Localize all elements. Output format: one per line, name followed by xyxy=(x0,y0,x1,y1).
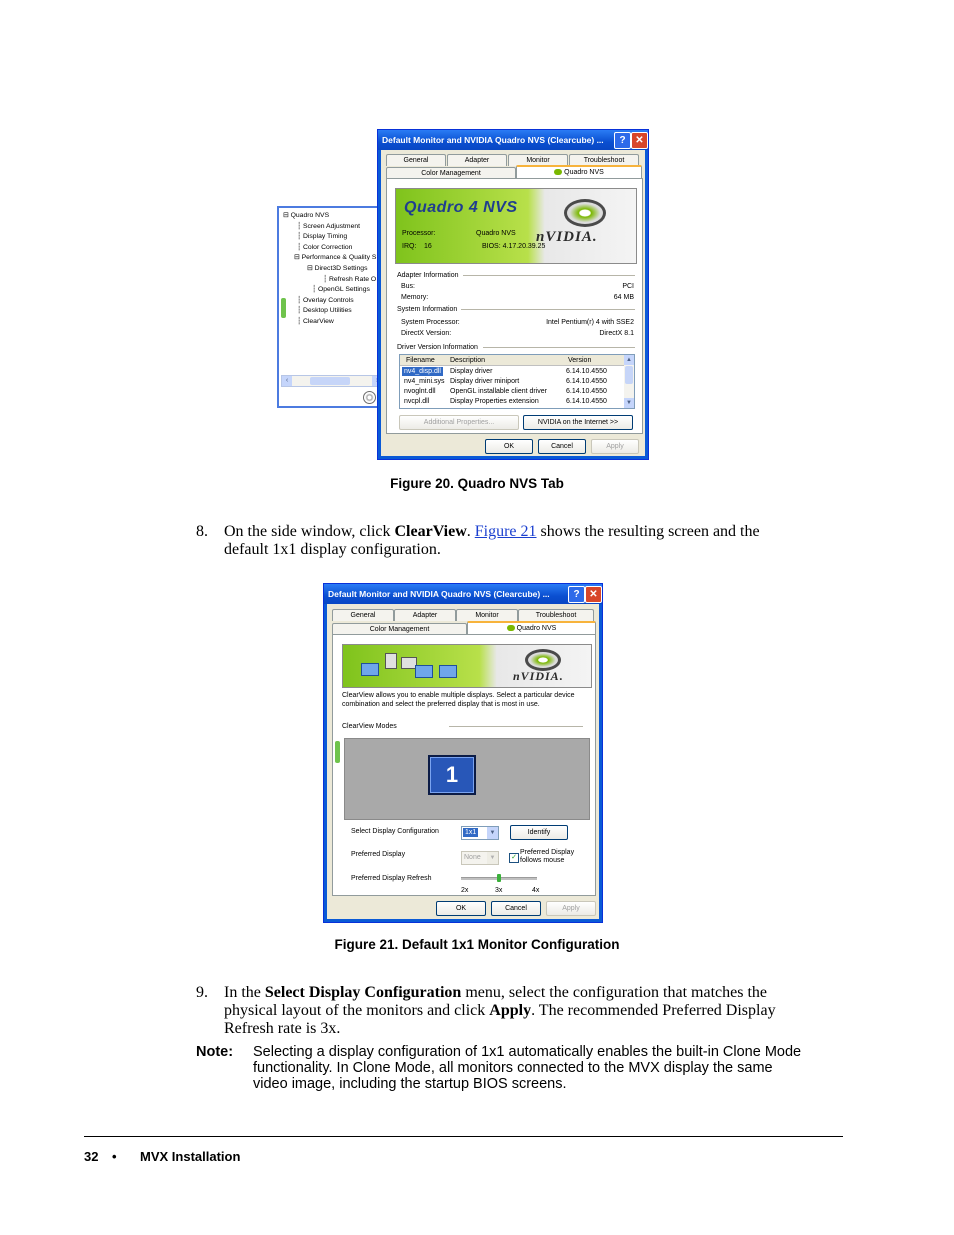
nvidia-eye-icon xyxy=(363,391,376,404)
system-processor-value: Intel Pentium(r) 4 with SSE2 xyxy=(546,319,634,326)
irq-label: IRQ: xyxy=(402,243,417,250)
nvidia-internet-button[interactable]: NVIDIA on the Internet >> xyxy=(523,415,633,430)
step-8-number: 8. xyxy=(196,523,208,540)
quadro-logo: Quadro 4 NVS xyxy=(404,199,518,216)
page-number: 32 xyxy=(84,1149,99,1164)
bios-version: BIOS: 4.17.20.39.25 xyxy=(482,243,546,250)
nvidia-wordmark: nVIDIA. xyxy=(536,229,598,245)
cell-version: 6.14.10.4550 xyxy=(566,398,607,405)
monitor-1-tile[interactable] xyxy=(428,755,476,795)
identify-button[interactable]: Identify xyxy=(510,825,568,840)
tab-troubleshoot[interactable]: Troubleshoot xyxy=(569,154,639,166)
note-line-2: functionality. In Clone Mode, all monitors connected to the MVX display the same xyxy=(253,1060,773,1076)
side-window-handle[interactable] xyxy=(335,741,340,763)
follows-mouse-label-1: Preferred Display xyxy=(520,849,575,856)
tree-item-overlay[interactable]: ┆ Overlay Controls xyxy=(297,297,354,304)
cell-description: Display Properties extension xyxy=(450,398,539,405)
step-8-line-1: On the side window, click ClearView. Figure 21 shows the resulting screen and the xyxy=(224,523,760,540)
clearview-modes-area[interactable] xyxy=(344,738,590,820)
tab-color-management[interactable]: Color Management xyxy=(386,167,516,179)
directx-label: DirectX Version: xyxy=(401,330,452,337)
cell-description: OpenGL installable client driver xyxy=(450,388,548,395)
close-icon[interactable]: ✕ xyxy=(585,586,602,603)
cell-filename: nv4_disp.dll xyxy=(404,368,441,375)
cancel-button[interactable]: Cancel xyxy=(538,439,586,454)
driver-table xyxy=(399,354,635,409)
refresh-slider[interactable] xyxy=(461,877,537,880)
clearview-term: ClearView xyxy=(394,523,467,540)
close-icon[interactable]: ✕ xyxy=(631,132,648,149)
note-line-1: Selecting a display configuration of 1x1 automatically enables the built-in Clone Mode xyxy=(253,1044,802,1060)
dialog-client xyxy=(327,604,599,919)
cell-filename: nvcpl.dll xyxy=(404,398,430,405)
divider xyxy=(461,309,635,310)
divider xyxy=(463,275,635,276)
horizontal-scrollbar[interactable] xyxy=(281,375,383,387)
refresh-tick-4x: 4x xyxy=(532,887,540,894)
nvidia-wordmark: nVIDIA. xyxy=(513,669,564,683)
step-9-number: 9. xyxy=(196,984,208,1001)
footer-section: MVX Installation xyxy=(140,1149,241,1164)
processor-value: Quadro NVS xyxy=(476,230,516,237)
help-icon[interactable]: ? xyxy=(568,586,585,603)
cell-version: 6.14.10.4550 xyxy=(566,388,607,395)
tab-panel xyxy=(332,634,596,896)
cell-description: Display driver miniport xyxy=(450,378,520,385)
irq-value: 16 xyxy=(424,243,432,250)
figure-21-link[interactable]: Figure 21 xyxy=(474,523,537,540)
additional-properties-button[interactable]: Additional Properties... xyxy=(399,415,519,430)
tree-item-color-correction[interactable]: ┆ Color Correction xyxy=(297,244,353,251)
nvidia-tab-icon xyxy=(554,169,562,175)
dialog-client xyxy=(381,150,645,456)
divider xyxy=(483,347,635,348)
display-configuration-select[interactable] xyxy=(461,826,499,840)
help-icon[interactable]: ? xyxy=(614,132,631,149)
cell-filename: nvoglnt.dll xyxy=(404,388,436,395)
ok-button[interactable]: OK xyxy=(485,439,533,454)
apply-button[interactable]: Apply xyxy=(546,901,596,916)
nvidia-eye-logo-icon xyxy=(564,199,606,227)
select-display-configuration-term: Select Display Configuration xyxy=(264,984,462,1001)
memory-label: Memory: xyxy=(401,294,429,301)
clearview-banner xyxy=(342,644,592,688)
note-label: Note: xyxy=(196,1044,234,1060)
bus-value: PCI xyxy=(622,283,634,290)
description-line-2: combination and select the preferred display that is most in use. xyxy=(342,701,540,708)
preferred-display-label: Preferred Display xyxy=(351,851,406,858)
step-9-line-1: In the Select Display Configuration menu, select the configuration that matches the xyxy=(224,984,767,1001)
tab-monitor[interactable]: Monitor xyxy=(508,154,568,166)
table-row[interactable] xyxy=(400,386,624,396)
tab-adapter[interactable]: Adapter xyxy=(447,154,507,166)
table-row[interactable] xyxy=(400,396,624,406)
tab-color-management[interactable]: Color Management xyxy=(332,623,467,635)
tab-quadro-nvs[interactable]: Quadro NVS xyxy=(467,621,596,635)
monitor-icon xyxy=(439,665,457,678)
scroll-down-icon[interactable]: ▼ xyxy=(624,398,634,408)
driver-info-heading: Driver Version Information xyxy=(397,344,478,351)
cell-version: 6.14.10.4550 xyxy=(566,368,607,375)
tree-item-performance[interactable]: ⊟ Performance & Quality S xyxy=(294,254,377,261)
cell-description: Display driver xyxy=(450,368,493,375)
tree-item-direct3d[interactable]: ⊟ Direct3D Settings xyxy=(307,265,368,272)
nvidia-tab-icon xyxy=(507,625,515,631)
tree-item-opengl[interactable]: ┆ OpenGL Settings xyxy=(312,286,370,293)
tree-item-desktop-utilities[interactable]: ┆ Desktop Utilities xyxy=(297,307,352,314)
footer-rule xyxy=(84,1136,843,1137)
vertical-scrollbar[interactable] xyxy=(624,355,634,408)
nvidia-eye-logo-icon xyxy=(525,649,561,671)
tree-item-quadro-nvs[interactable]: ⊟ Quadro NVS xyxy=(283,212,330,219)
step-8-line-2: default 1x1 display configuration. xyxy=(224,541,441,558)
footer-bullet: • xyxy=(112,1149,117,1164)
adapter-info-heading: Adapter Information xyxy=(397,272,459,279)
window-title: Default Monitor and NVIDIA Quadro NVS (Clearcube) ... xyxy=(378,130,648,150)
properties-dialog-fig20 xyxy=(377,129,649,460)
directx-value: DirectX 8.1 xyxy=(599,330,634,337)
monitor-number: 1 xyxy=(445,762,459,787)
divider xyxy=(449,726,583,727)
column-header-filename[interactable]: Filename xyxy=(406,357,435,364)
refresh-tick-2x: 2x xyxy=(461,887,469,894)
clearview-modes-heading: ClearView Modes xyxy=(342,723,397,730)
properties-dialog-fig21 xyxy=(323,583,603,923)
tab-adapter[interactable]: Adapter xyxy=(394,609,456,621)
tab-general[interactable]: General xyxy=(386,154,446,166)
table-row[interactable] xyxy=(400,366,624,376)
description-line-1: ClearView allows you to enable multiple displays. Select a particular device xyxy=(342,692,575,699)
preferred-refresh-label: Preferred Display Refresh xyxy=(351,875,432,882)
tree-item-screen-adjustment[interactable]: ┆ Screen Adjustment xyxy=(297,223,361,230)
side-tree-window xyxy=(277,206,385,408)
system-info-heading: System Information xyxy=(397,306,458,313)
table-row[interactable] xyxy=(400,376,624,386)
window-title: Default Monitor and NVIDIA Quadro NVS (Clearcube) ... xyxy=(324,584,602,604)
bus-label: Bus: xyxy=(401,283,416,290)
monitor-icon xyxy=(361,663,379,676)
table-header xyxy=(400,355,624,366)
note-line-3: video image, including the startup BIOS screens. xyxy=(253,1076,567,1092)
side-window-handle[interactable] xyxy=(281,298,286,318)
tab-troubleshoot[interactable]: Troubleshoot xyxy=(518,609,594,621)
processor-label: Processor: xyxy=(402,230,436,237)
preferred-display-select[interactable] xyxy=(461,851,499,865)
step-9-line-2: physical layout of the monitors and click Apply. The recommended Preferred Display xyxy=(224,1002,776,1019)
ok-button[interactable]: OK xyxy=(436,901,486,916)
memory-value: 64 MB xyxy=(613,294,634,301)
system-processor-label: System Processor: xyxy=(401,319,460,326)
select-display-configuration-label: Select Display Configuration xyxy=(351,828,439,835)
apply-term: Apply xyxy=(489,1002,532,1019)
column-header-version[interactable]: Version xyxy=(568,357,592,364)
column-header-description[interactable]: Description xyxy=(450,357,486,364)
tree-item-clearview[interactable]: ┆ ClearView xyxy=(297,318,334,325)
select-value: 1x1 xyxy=(465,829,477,836)
cancel-button[interactable]: Cancel xyxy=(491,901,541,916)
scroll-thumb[interactable] xyxy=(310,377,350,385)
tab-quadro-nvs[interactable]: Quadro NVS xyxy=(516,165,642,179)
tree-item-refresh-rate[interactable]: ┆ Refresh Rate O xyxy=(323,276,377,283)
scroll-thumb[interactable] xyxy=(625,366,633,384)
scroll-up-icon[interactable]: ▲ xyxy=(624,355,634,365)
select-value: None xyxy=(464,854,481,861)
cell-filename: nv4_mini.sys xyxy=(404,378,445,385)
tab-general[interactable]: General xyxy=(332,609,394,621)
refresh-slider-thumb[interactable] xyxy=(497,874,501,882)
quadro-banner xyxy=(395,188,637,264)
figure-20-caption: Figure 20. Quadro NVS Tab xyxy=(390,476,564,491)
refresh-tick-3x: 3x xyxy=(495,887,503,894)
scroll-left-icon[interactable]: ‹ xyxy=(282,376,292,386)
computer-icon xyxy=(385,653,397,669)
tab-panel xyxy=(386,178,643,434)
chevron-down-icon[interactable]: ▼ xyxy=(487,852,498,864)
tab-monitor[interactable]: Monitor xyxy=(456,609,518,621)
follows-mouse-label-2: follows mouse xyxy=(520,857,565,864)
figure-21-caption: Figure 21. Default 1x1 Monitor Configuration xyxy=(334,937,620,952)
tree-item-display-timing[interactable]: ┆ Display Timing xyxy=(297,233,348,240)
follows-mouse-checkbox[interactable]: ✓ xyxy=(509,853,519,863)
apply-button[interactable]: Apply xyxy=(591,439,639,454)
step-9-line-3: Refresh rate is 3x. xyxy=(224,1020,341,1037)
monitor-icon xyxy=(415,665,433,678)
cell-version: 6.14.10.4550 xyxy=(566,378,607,385)
chevron-down-icon[interactable]: ▼ xyxy=(487,827,498,839)
